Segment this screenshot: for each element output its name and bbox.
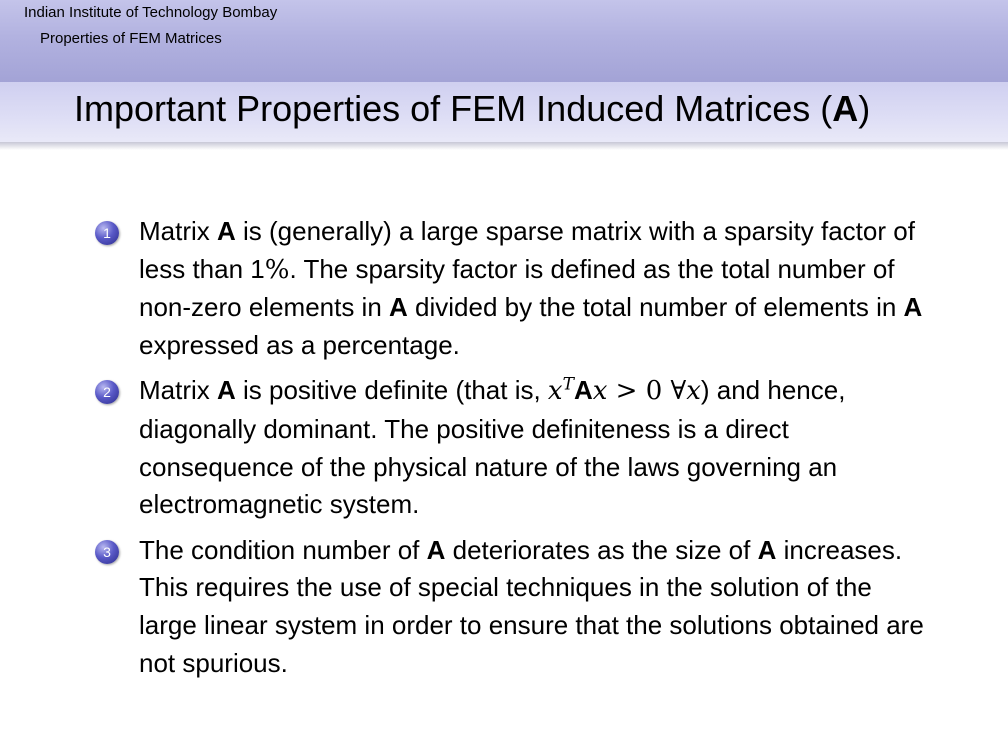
item-text	[139, 372, 935, 523]
text-segment: is positive definite (that is,	[235, 375, 548, 406]
math-superscript: T	[562, 374, 574, 395]
text-segment: Matrix	[139, 216, 217, 246]
text-segment: divided by the total number of elements in	[407, 292, 904, 323]
item-number-ball-icon: 3	[95, 540, 119, 564]
percent-symbol: %	[264, 254, 290, 285]
math-operator: > 0 ∀	[607, 376, 687, 407]
property-list	[95, 213, 935, 690]
matrix-symbol: A	[389, 292, 408, 323]
item-text	[139, 532, 935, 682]
item-number-ball-icon: 1	[95, 221, 119, 245]
matrix-symbol: A	[217, 216, 236, 246]
frame-title	[74, 88, 870, 130]
text-segment: ) and hence, diagonally dominant. The positive definiteness is a direct consequence of the physical nature of the laws governing an electromagnetic system.	[139, 375, 846, 520]
text-segment: deteriorates as the size of	[445, 534, 758, 565]
matrix-symbol: A	[573, 375, 593, 406]
section-name: Properties of FEM Matrices	[40, 30, 222, 47]
matrix-symbol: A	[757, 534, 777, 565]
text-segment: The condition number of	[139, 534, 427, 565]
text-segment: expressed as a percentage.	[139, 329, 460, 360]
math-variable: x	[686, 376, 701, 407]
frame-title-prefix: Important Properties of FEM Induced Matrices (	[74, 88, 833, 129]
institute-name: Indian Institute of Technology Bombay	[24, 4, 278, 21]
list-item	[95, 372, 935, 523]
matrix-symbol: A	[903, 292, 923, 323]
math-variable: x	[592, 376, 608, 407]
list-item	[95, 532, 935, 682]
item-number-ball-icon: 2	[95, 380, 119, 404]
math-variable: x	[547, 376, 563, 407]
list-item	[95, 213, 935, 364]
frame-title-suffix: )	[858, 88, 871, 129]
matrix-symbol: A	[426, 534, 446, 565]
item-text	[139, 213, 935, 364]
frame-title-bold: A	[832, 88, 859, 129]
text-segment: increases. This requires the use of special techniques in the solution of the large linear system in order to ensure that the solutions obtained are not spurious.	[139, 534, 924, 678]
header-bar	[0, 0, 1008, 82]
text-segment: Matrix	[139, 375, 217, 406]
matrix-symbol: A	[217, 375, 236, 406]
text-segment: is (generally) a large sparse matrix with a sparsity factor of less than 1	[139, 216, 915, 284]
title-bar-shadow	[0, 142, 1008, 150]
text-segment: . The sparsity factor is defined as the total number of non-zero elements in	[139, 253, 895, 323]
